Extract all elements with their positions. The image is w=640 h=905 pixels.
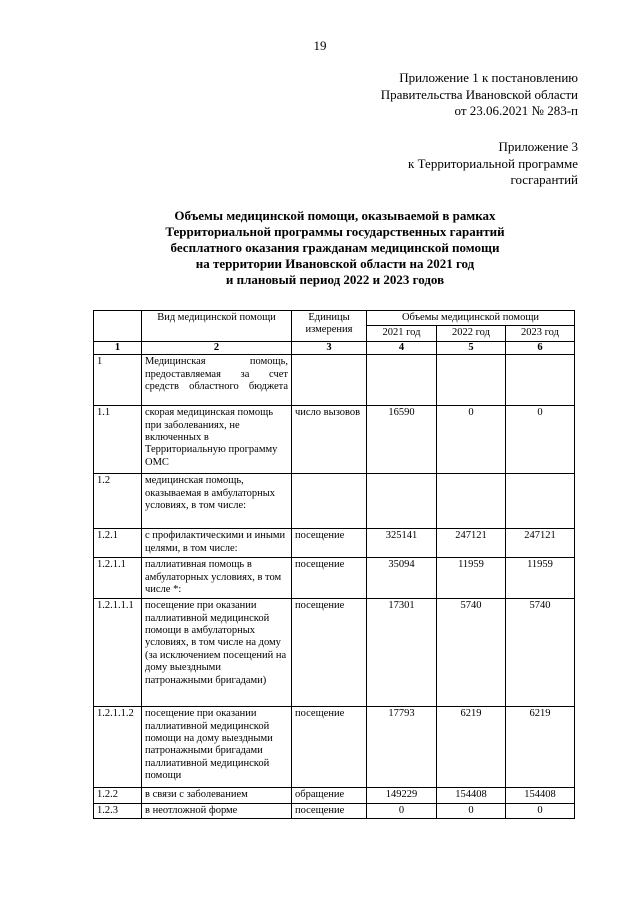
column-index: 4: [367, 341, 437, 354]
row-value-2023: 11959: [506, 558, 575, 599]
row-name: Медицинская помощь, предоставляемая за счет средств областного бюджета: [142, 355, 292, 406]
row-name: посещение при оказании паллиативной медицинской помощи на дому выездными патронажными бригадами паллиативной медицинской помощи: [142, 707, 292, 788]
table-row: [94, 788, 575, 803]
appendix-3-block: [408, 139, 578, 189]
row-value-2021: [367, 474, 437, 529]
row-name: медицинская помощь, оказываемая в амбулаторных условиях, в том числе:: [142, 474, 292, 529]
row-code: 1.2.1.1.1: [94, 599, 142, 707]
page-number: 19: [313, 38, 327, 53]
row-value-2022: 247121: [437, 529, 506, 558]
row-value-2021: 325141: [367, 529, 437, 558]
row-code: 1.1: [94, 406, 142, 474]
row-value-2021: 17301: [367, 599, 437, 707]
title-line4: на территории Ивановской области на 2021 год: [195, 256, 475, 271]
row-value-2022: 5740: [437, 599, 506, 707]
row-value-2022: [437, 355, 506, 406]
column-index-row: [94, 341, 575, 354]
row-value-2023: 5740: [506, 599, 575, 707]
row-value-2021: 149229: [367, 788, 437, 803]
volumes-table: [93, 310, 575, 819]
row-unit: посещение: [292, 529, 367, 558]
row-value-2021: [367, 355, 437, 406]
title-line2: Территориальной программы государственных гарантий: [165, 224, 505, 239]
header-volumes: Объемы медицинской помощи: [367, 311, 575, 326]
header-2022: 2022 год: [437, 326, 506, 341]
table-row: [94, 803, 575, 818]
column-index: 6: [506, 341, 575, 354]
table-row: [94, 707, 575, 788]
row-name: в неотложной форме: [142, 803, 292, 818]
table-row: [94, 406, 575, 474]
appendix-3-line2: к Территориальной программе: [408, 155, 578, 171]
row-code: 1.2.1.1: [94, 558, 142, 599]
row-unit: посещение: [292, 803, 367, 818]
row-unit: посещение: [292, 599, 367, 707]
appendix-1-line3: от 23.06.2021 № 283-п: [454, 103, 578, 118]
header-2023: 2023 год: [506, 326, 575, 341]
header-units-line2: измерения: [305, 324, 353, 336]
table-row: [94, 474, 575, 529]
row-value-2023: 0: [506, 803, 575, 818]
table-row: [94, 355, 575, 406]
row-unit: число вызовов: [292, 406, 367, 474]
row-value-2021: 17793: [367, 707, 437, 788]
row-value-2023: 0: [506, 406, 575, 474]
header-type: Вид медицинской помощи: [142, 311, 292, 342]
column-index: 5: [437, 341, 506, 354]
row-name: паллиативная помощь в амбулаторных условиях, в том числе *:: [142, 558, 292, 599]
table-row: [94, 599, 575, 707]
table-row: [94, 558, 575, 599]
row-value-2021: 0: [367, 803, 437, 818]
row-value-2022: 154408: [437, 788, 506, 803]
row-name: с профилактическими и иными целями, в том числе:: [142, 529, 292, 558]
row-value-2022: 0: [437, 803, 506, 818]
row-value-2021: 16590: [367, 406, 437, 474]
appendix-1-line2: Правительства Ивановской области: [380, 86, 578, 102]
appendix-3-line3: госгарантий: [510, 172, 578, 187]
appendix-3-line1: Приложение 3: [498, 139, 578, 154]
row-unit: посещение: [292, 558, 367, 599]
row-value-2022: 6219: [437, 707, 506, 788]
column-index: 3: [292, 341, 367, 354]
row-unit: посещение: [292, 707, 367, 788]
header-code-cell: [94, 311, 142, 342]
row-value-2021: 35094: [367, 558, 437, 599]
row-value-2023: [506, 355, 575, 406]
row-code: 1.2.1.1.2: [94, 707, 142, 788]
row-code: 1.2.3: [94, 803, 142, 818]
row-name: посещение при оказании паллиативной медицинской помощи в амбулаторных условиях, в том числе на дому (за исключением посещений на дому выездными патронажными бригадами): [142, 599, 292, 707]
header-units-line1: Единицы: [308, 312, 350, 323]
row-value-2023: 154408: [506, 788, 575, 803]
column-index: 1: [94, 341, 142, 354]
row-unit: [292, 355, 367, 406]
row-code: 1.2.2: [94, 788, 142, 803]
title-line5: и плановый период 2022 и 2023 годов: [225, 272, 445, 287]
appendix-1-block: [381, 70, 578, 120]
header-2021: 2021 год: [367, 326, 437, 341]
row-value-2023: [506, 474, 575, 529]
row-code: 1: [94, 355, 142, 406]
row-code: 1.2: [94, 474, 142, 529]
row-code: 1.2.1: [94, 529, 142, 558]
column-index: 2: [142, 341, 292, 354]
document-title: [95, 208, 575, 288]
row-name: в связи с заболеванием: [142, 788, 292, 803]
row-name: скорая медицинская помощь при заболеваниях, не включенных в Территориальную программу ОМС: [142, 406, 292, 474]
row-value-2023: 247121: [506, 529, 575, 558]
header-units: [292, 311, 367, 342]
row-value-2023: 6219: [506, 707, 575, 788]
title-line3: бесплатного оказания гражданам медицинской помощи: [170, 240, 500, 255]
table-row: [94, 529, 575, 558]
row-value-2022: 0: [437, 406, 506, 474]
row-unit: обращение: [292, 788, 367, 803]
row-value-2022: 11959: [437, 558, 506, 599]
title-line1: Объемы медицинской помощи, оказываемой в рамках: [174, 208, 496, 223]
row-unit: [292, 474, 367, 529]
row-value-2022: [437, 474, 506, 529]
appendix-1-line1: Приложение 1 к постановлению: [399, 70, 578, 85]
